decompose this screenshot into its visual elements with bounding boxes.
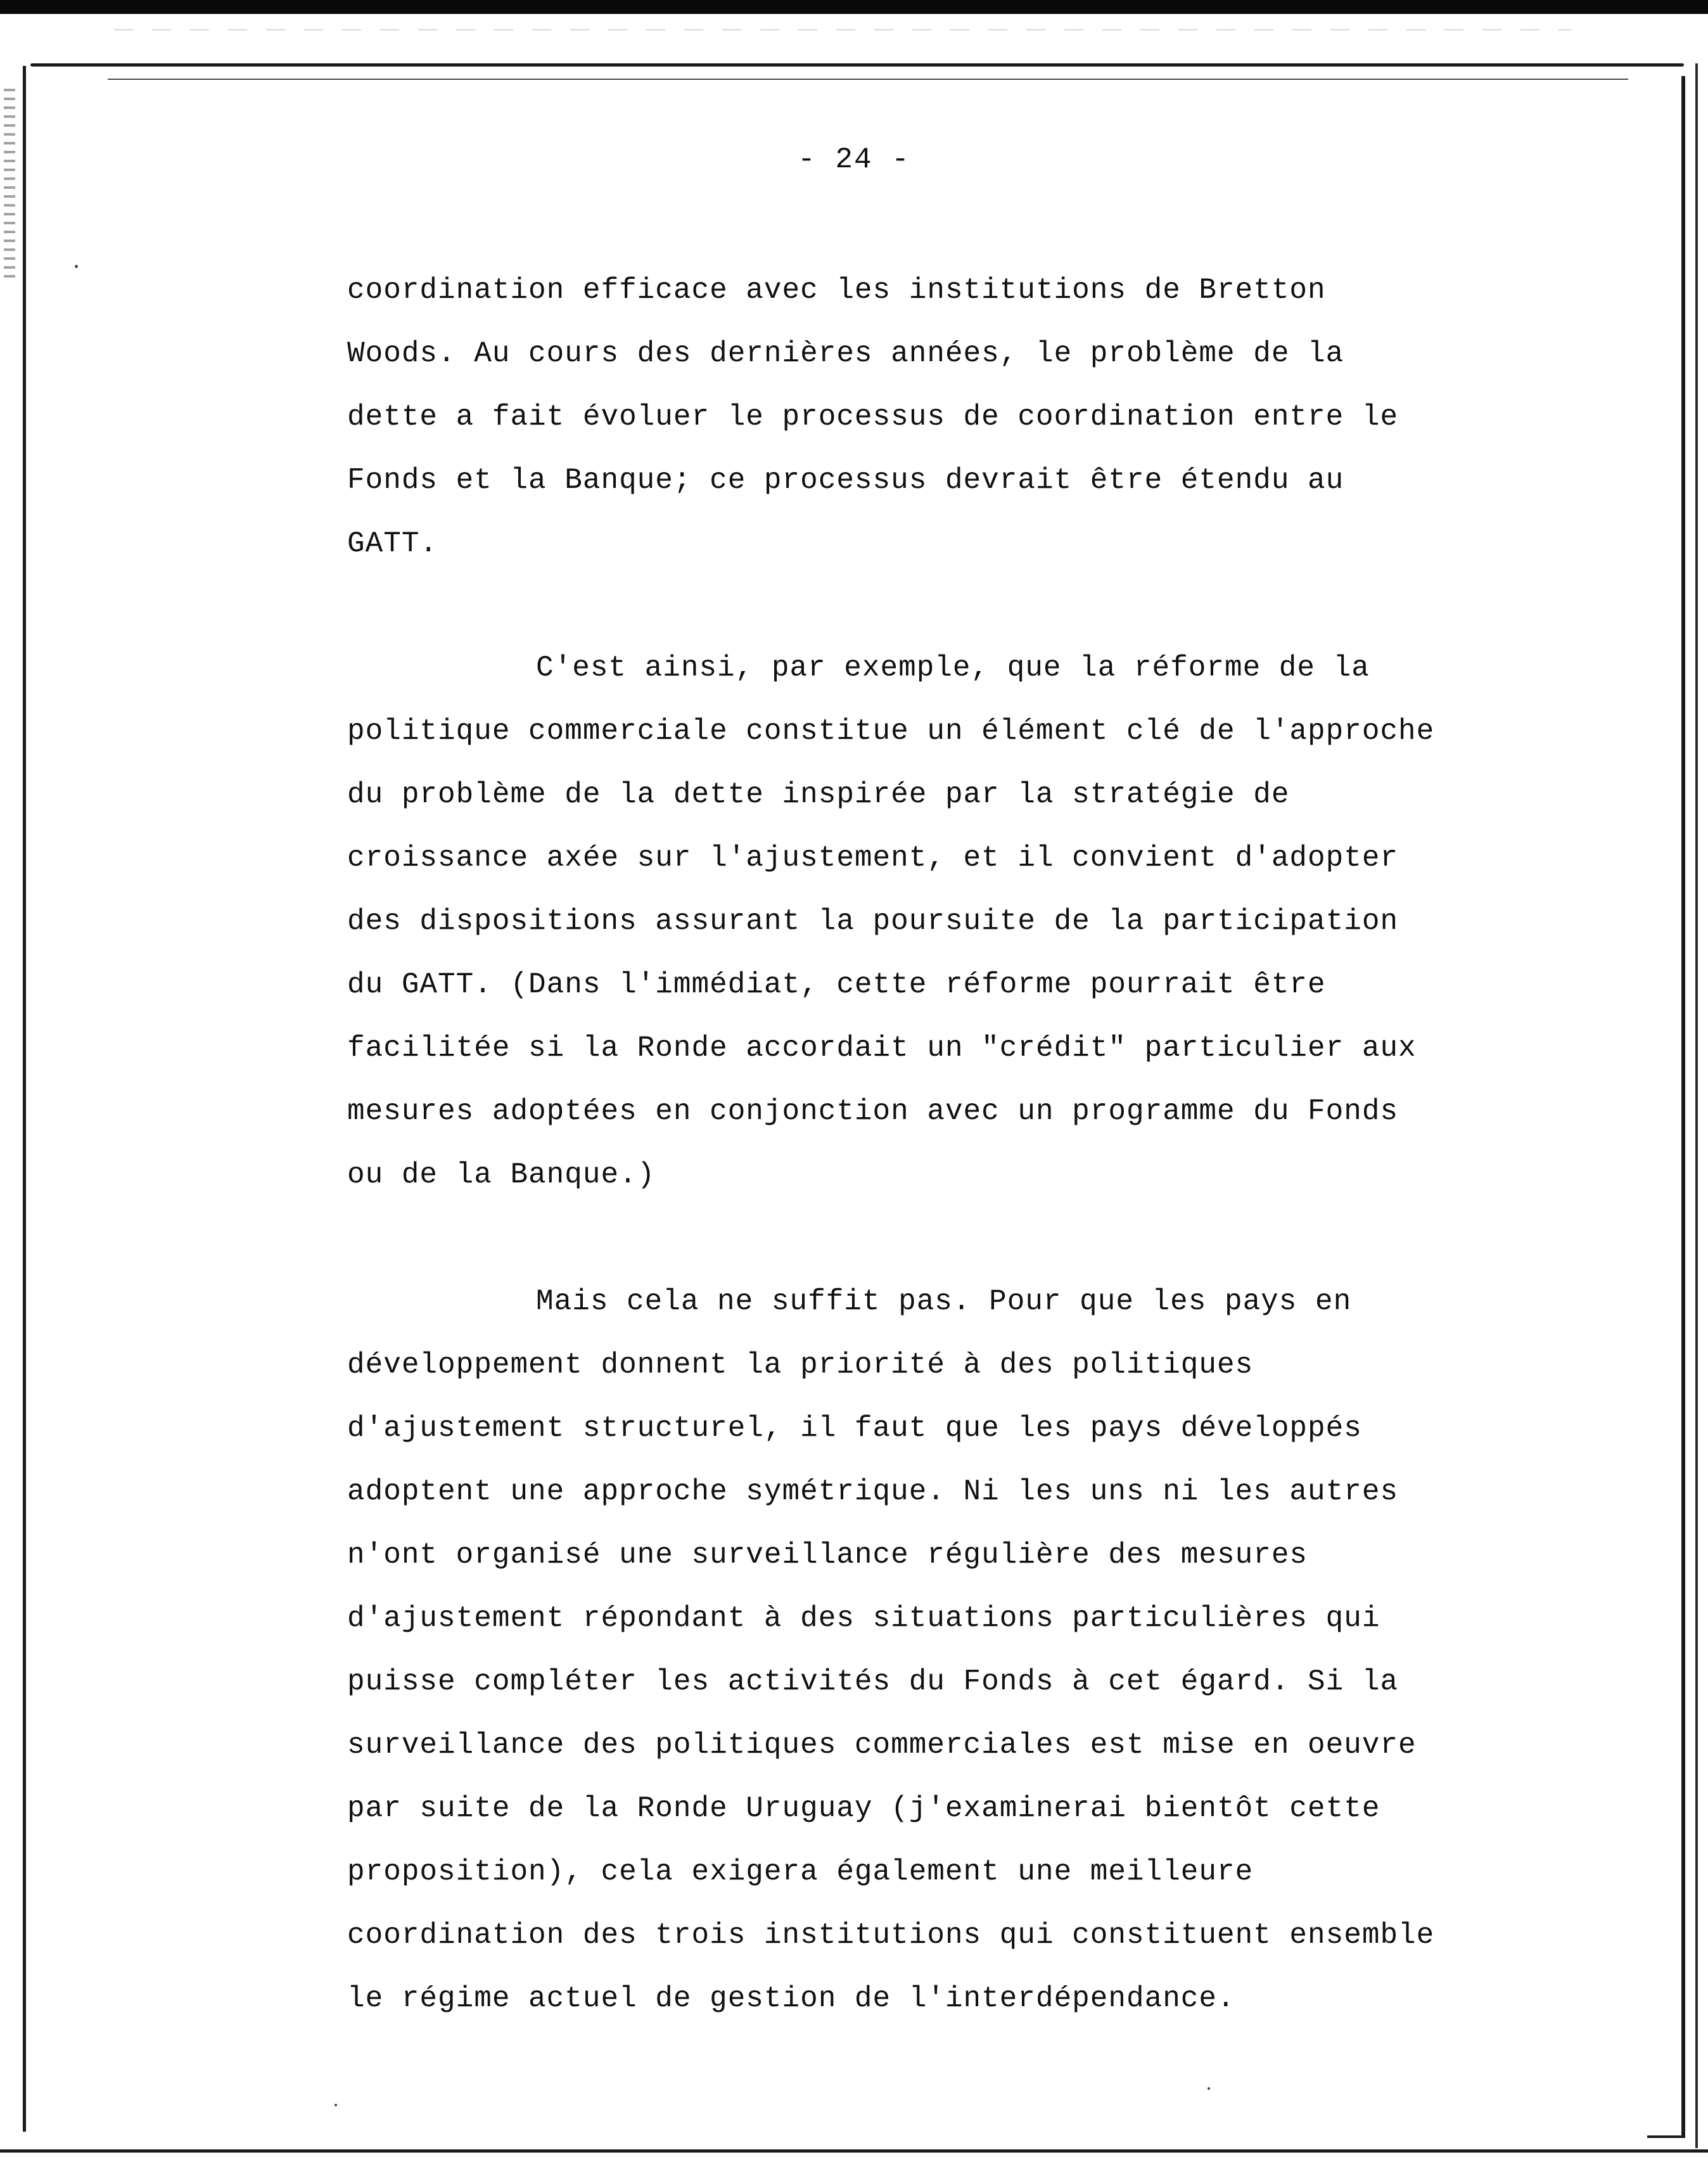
text-line: GATT. <box>347 527 438 560</box>
page-frame-right-outer <box>1695 63 1698 2148</box>
scan-speck <box>75 265 78 268</box>
text-line: politique commerciale constitue un élément clé de l'approche <box>347 715 1435 748</box>
text-line: coordination des trois institutions qui constituent ensemble <box>347 1919 1435 1952</box>
page-frame-top <box>30 63 1684 67</box>
text-line: coordination efficace avec les institutions de Bretton <box>347 274 1326 307</box>
text-line: par suite de la Ronde Uruguay (j'examinerai bientôt cette <box>347 1792 1380 1825</box>
text-line: adoptent une approche symétrique. Ni les uns ni les autres <box>347 1475 1399 1508</box>
text-line: croissance axée sur l'ajustement, et il convient d'adopter <box>347 842 1399 874</box>
scan-top-faint-line <box>114 29 1571 30</box>
text-line: Woods. Au cours des dernières années, le problème de la <box>347 337 1344 370</box>
text-line: puisse compléter les activités du Fonds à cet égard. Si la <box>347 1665 1399 1698</box>
text-line: d'ajustement répondant à des situations particulières qui <box>347 1602 1380 1635</box>
scan-speck <box>335 2104 337 2106</box>
paragraph-2 <box>347 636 1583 1207</box>
paragraph-3 <box>347 1270 1583 2030</box>
page-number: - 24 - <box>798 143 910 176</box>
text-line: mesures adoptées en conjonction avec un programme du Fonds <box>347 1095 1399 1128</box>
paragraph-1 <box>347 259 1583 575</box>
text-line: développement donnent la priorité à des politiques <box>347 1348 1254 1381</box>
page-frame-bottom <box>0 2149 1708 2153</box>
page-frame-left <box>23 66 26 2132</box>
page-frame-top-inner <box>108 79 1628 80</box>
text-line: le régime actuel de gestion de l'interdépendance. <box>347 1982 1235 2015</box>
text-line: n'ont organisé une surveillance régulière des mesures <box>347 1539 1308 1571</box>
text-line: du GATT. (Dans l'immédiat, cette réforme pourrait être <box>347 968 1326 1001</box>
text-line: surveillance des politiques commerciales est mise en oeuvre <box>347 1729 1417 1762</box>
text-line-indented: C'est ainsi, par exemple, que la réforme de la <box>536 651 1370 684</box>
scan-speck <box>1208 2087 1210 2090</box>
text-line: Fonds et la Banque; ce processus devrait être étendu au <box>347 464 1344 497</box>
text-line: dette a fait évoluer le processus de coordination entre le <box>347 400 1399 433</box>
text-line: ou de la Banque.) <box>347 1158 656 1191</box>
text-line-indented: Mais cela ne suffit pas. Pour que les pays en <box>536 1285 1352 1318</box>
page-frame-bottom-corner <box>1647 2135 1685 2138</box>
text-line: facilitée si la Ronde accordait un "crédit" particulier aux <box>347 1032 1417 1065</box>
text-line: des dispositions assurant la poursuite de la participation <box>347 905 1399 938</box>
text-line: proposition), cela exigera également une meilleure <box>347 1855 1254 1888</box>
text-line: du problème de la dette inspirée par la stratégie de <box>347 778 1290 811</box>
text-line: d'ajustement structurel, il faut que les pays développés <box>347 1412 1362 1445</box>
binding-marks <box>4 89 15 279</box>
scan-top-band <box>0 0 1708 14</box>
page-frame-right <box>1681 76 1685 2135</box>
